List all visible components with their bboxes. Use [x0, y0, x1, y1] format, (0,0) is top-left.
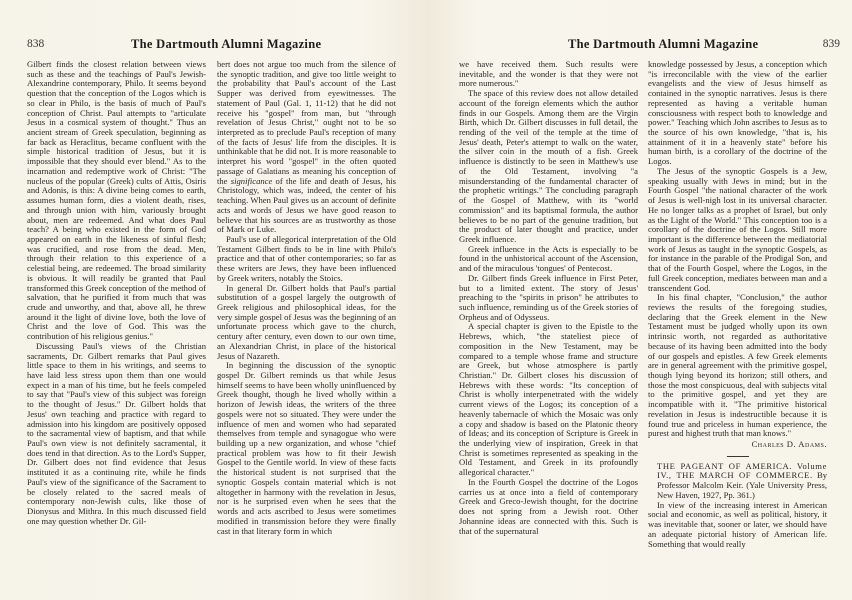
text-span: of the life and death of Jesus, his Christology, which was, indeed, the center of his teaching. When Paul gives us an account of definite acts and words of Jesus we have good reason to believe that his sources are as trustworthy as those of Mark or Luke.	[217, 175, 396, 235]
paragraph: Discussing Paul's views of the Christian sacraments, Dr. Gilbert remarks that Paul gives little space to them in his writings, and seems to have laid less stress upon them than one would expect in a man of his time, but he feels compeled to say that "Paul's view of this subject was foreign to the thought of Jesus." Dr. Gilbert holds that Jesus' own teaching and practice with regard to admission into his kingdom are positively opposed to the sacramental view of baptism, and that while Paul's own view is not definitely sacramental, it does tend in that direction. As to the Lord's Supper, Dr. Gilbert does not find evidence that Jesus instituted it as a continuing rite, while he finds Paul's view of the significance of the Sacrament to be closely related to the sacred meals of contemporary non-Jewish cults, like those of Dionysus and Mithra. In this much discussed field one may question whether Dr. Gil-	[27, 340, 206, 526]
paragraph: In his final chapter, "Conclusion," the author reviews the results of the foregoing studies, declaring that the Greek element in the New Testament must be judged wholly upon its own intrinsic worth, not regarded as authoritative because of its having been admitted into the body of our gospels and epistles. A few Greek elements are in general agreement with the primitive gospel, though lying beyond its horizon; still others, and those the most conspicuous, deal with subjects vital to the primitive gospel, and yet they are incompatible with it. "The primitive historical revelation in Jesus is indestructible because it is found true and priceless in human experience, the purest and highest truth that man knows."	[648, 292, 827, 439]
paragraph: Greek influence in the Acts is especially to be found in the unhistorical account of the Ascension, and of the miraculous 'tongues' of Pentecost.	[459, 243, 638, 274]
paragraph: In view of the increasing interest in American social and economic, as well as political, history, it was inevitable that, sooner or later, we should have an adequate pictorial history of American life. Something that would really	[648, 499, 827, 549]
left-column-1	[27, 60, 206, 527]
paragraph: Gilbert finds the closest relation between views such as these and the teachings of Paul's Jewish-Alexandrine contemporary, Philo. It seems beyond question that the conception of the Logos which is so clear in Philo, is the basis of much of Paul's conception of Christ. Paul attempts to "articulate Jesus in a cosmical system of thought." Thus an ancient stream of Greek speculation, beginning as far back as Heraclitus, became confluent with the simple historical tradition of Jesus, but it is impossible that they should ever blend." As to the incarnation and redemptive work of Christ: "The nucleus of the popular (Greek) cults of Attis, Osiris and Adonis, is this: A divine being comes to earth, assumes human form, dies a violent death, rises, and through union with him, variously brought about, men are redeemed. And what does Paul teach? A being who existed in the form of God appeared on earth in the likeness of sinful flesh; was crucified, and rose from the dead. Men, through their relation to this experience of a celestial being, are redeemed. The broad similarity is obvious. It will readily be granted that Paul transformed this Greek conception of the method of salvation, that he purified it from much that was crude and unworthy, and that, above all, he threw around it the light of divine love, both the love of Christ and the love of God. This was the contribution of his religious genius."	[27, 59, 206, 342]
paragraph: knowledge possessed by Jesus, a conception which "is irreconcilable with the view of the earlier evangelists and the view of Jesus himself as contained in the synoptic narratives. Jesus is there represented as having a veritable human consciousness with respect both to knowledge and power." Teaching which John ascribes to Jesus as to the source of his own knowledge, "that is, his attainment of it in a heavenly state" before his human birth, is a corollary of the doctrine of the Logos.	[648, 59, 827, 167]
paragraph: The Jesus of the synoptic Gospels is a Jew, speaking usually with Jews in mind; but in the Fourth Gospel "the national character of the work of Jesus is well-nigh lost in its universal character. He no longer talks as a prophet of Israel, but only as the Light of the World." This conception too is a corollary of the doctrine of the Logos. Still more important is the difference between the mediatorial work of Jesus as taught in the synoptic Gospels, as for instance in the parable of the Prodigal Son, and that of the Fourth Gospel, where the Logos, in the full Greek conception, mediates between man and a transcendent God.	[648, 165, 827, 293]
emphasis-text: significance	[230, 175, 273, 186]
page-number-left: 838	[27, 38, 45, 50]
review-book-title: THE PAGEANT OF AMERICA. Volume IV., THE MARCH OF COMMERCE.	[657, 460, 827, 481]
paragraph: we have received them. Such results were inevitable, and the wonder is that they were not more numerous."	[459, 59, 638, 89]
right-page	[426, 0, 852, 600]
paragraph: Paul's use of allegorical interpretation of the Old Testament Gilbert finds to be in line with Philo's practice and that of other contemporaries; so far as these writers are Jews, they have been influenced by Greek writers, notably the Stoics.	[217, 233, 396, 283]
running-head-right	[456, 36, 840, 52]
review-byline: By Professor Malcolm Keir. (Yale University Press, New Haven, 1927, Pp. 361.)	[657, 470, 827, 500]
review-signature: Charles D. Adams.	[751, 439, 827, 450]
paragraph: Dr. Gilbert finds Greek influence in First Peter, but to a limited extent. The story of Jesus' preaching to the "spirits in prison" he attributes to such influence, reminding us of the Greek stories of Orpheus and of Odysseus.	[459, 272, 638, 322]
text-span: bert does not argue too much from the silence of the synoptic tradition, and give too little weight to the probability that Paul's account of the Last Supper was derived from eyewitnesses. The statement of Paul (Gal. 1, 11-12) that he did not receive his "gospel" from man, but "through revelation of Jesus Christ," ought not to be so interpreted as to preclude Paul's reception of many of the facts of Jesus' life from the disciples. It is unthinkable that he did not. It is more reasonable to interpret his word "gospel" in the often quoted passage of Galatians as meaning his conception of the	[217, 59, 396, 186]
paragraph: In general Dr. Gilbert holds that Paul's partial substitution of a gospel largely the outgrowth of Greek religious and philosophical ideas, for the very simple gospel of Jesus was the beginning of an unfortunate process which gave to the church, century after century, even down to our own time, an Alexandrian Christ, in place of the historical Jesus of Nazareth.	[217, 282, 396, 361]
page-number-right: 839	[822, 38, 840, 50]
paragraph: A special chapter is given to the Epistle to the Hebrews, which, "the stateliest piece of composition in the New Testament, may be compared to a temple whose frame and structure are Greek, but whose atmosphere is partly Christian." Dr. Gilbert closes his discussion of Hebrews with these words: "Its conception of Christ is wholly interpenetrated with the widely current views of the Logos; its conception of a heavenly tabernacle of which the Mosaic was only a copy and shadow is based on the Platonic theory of Ideas; and its conception of Scripture is Greek in the underlying view of inspiration, Greek in that Christ is sometimes represented as speaking in the Old Testament, and Greek in its profoundly allegorical character."	[459, 321, 638, 478]
running-head-left	[27, 36, 407, 52]
paragraph	[217, 60, 396, 235]
paragraph: In the Fourth Gospel the doctrine of the Logos carries us at once into a field of contemporary Greek and Greco-Jewish thought, for the doctrine does not spring from a Jewish root. Other Johannine ideas are connected with this. Such is that of the supernatural	[459, 476, 638, 536]
magazine-title-right: The Dartmouth Alumni Magazine	[568, 37, 759, 51]
right-column-2	[648, 60, 827, 549]
section-divider	[727, 456, 749, 457]
left-column-2	[217, 60, 396, 536]
magazine-title-left: The Dartmouth Alumni Magazine	[131, 37, 322, 51]
paragraph: The space of this review does not allow detailed account of the foreign elements which the author finds in our Gospels. Among them are the Virgin Birth, which Dr. Gilbert discusses in full detail, the rending of the veil of the temple at the time of Jesus' death, Peter's attempt to walk on the water, the silver coin in the mouth of a fish. Greek influence is distinctly to be seen in Matthew's use of the Old Testament, involving "a misunderstanding of the fundamental character of the prophetic writings." The concluding paragraph of the Gospel of Matthew, with its "world commission" and its baptismal formula, the author believes to be no part of the genuine tradition, but the product of later thought and practice, under Greek influence.	[459, 88, 638, 244]
review-heading	[648, 462, 827, 501]
right-column-1	[459, 60, 638, 536]
paragraph: In beginning the discussion of the synoptic gospel Dr. Gilbert reminds us that while Jesus himself seems to have been wholly uninfluenced by Greek thought, though he lived wholly within a horizon of Jewish ideas, the writers of the three gospels were not so situated. They were under the influence of men and women who had separated themselves from temple and synagogue who were building up a new organization, and whose "chief practical problem was how to fit their Jewish Gospel to the Gentile world. In view of these facts the historical student is not surprised that the synoptic Gospels contain material which is not altogether in harmony with the revelation in Jesus, nor is he surprised even when he sees that the words and acts ascribed to Jesus were sometimes modified in transmission before they were finally cast in that literary form in which	[217, 360, 396, 536]
